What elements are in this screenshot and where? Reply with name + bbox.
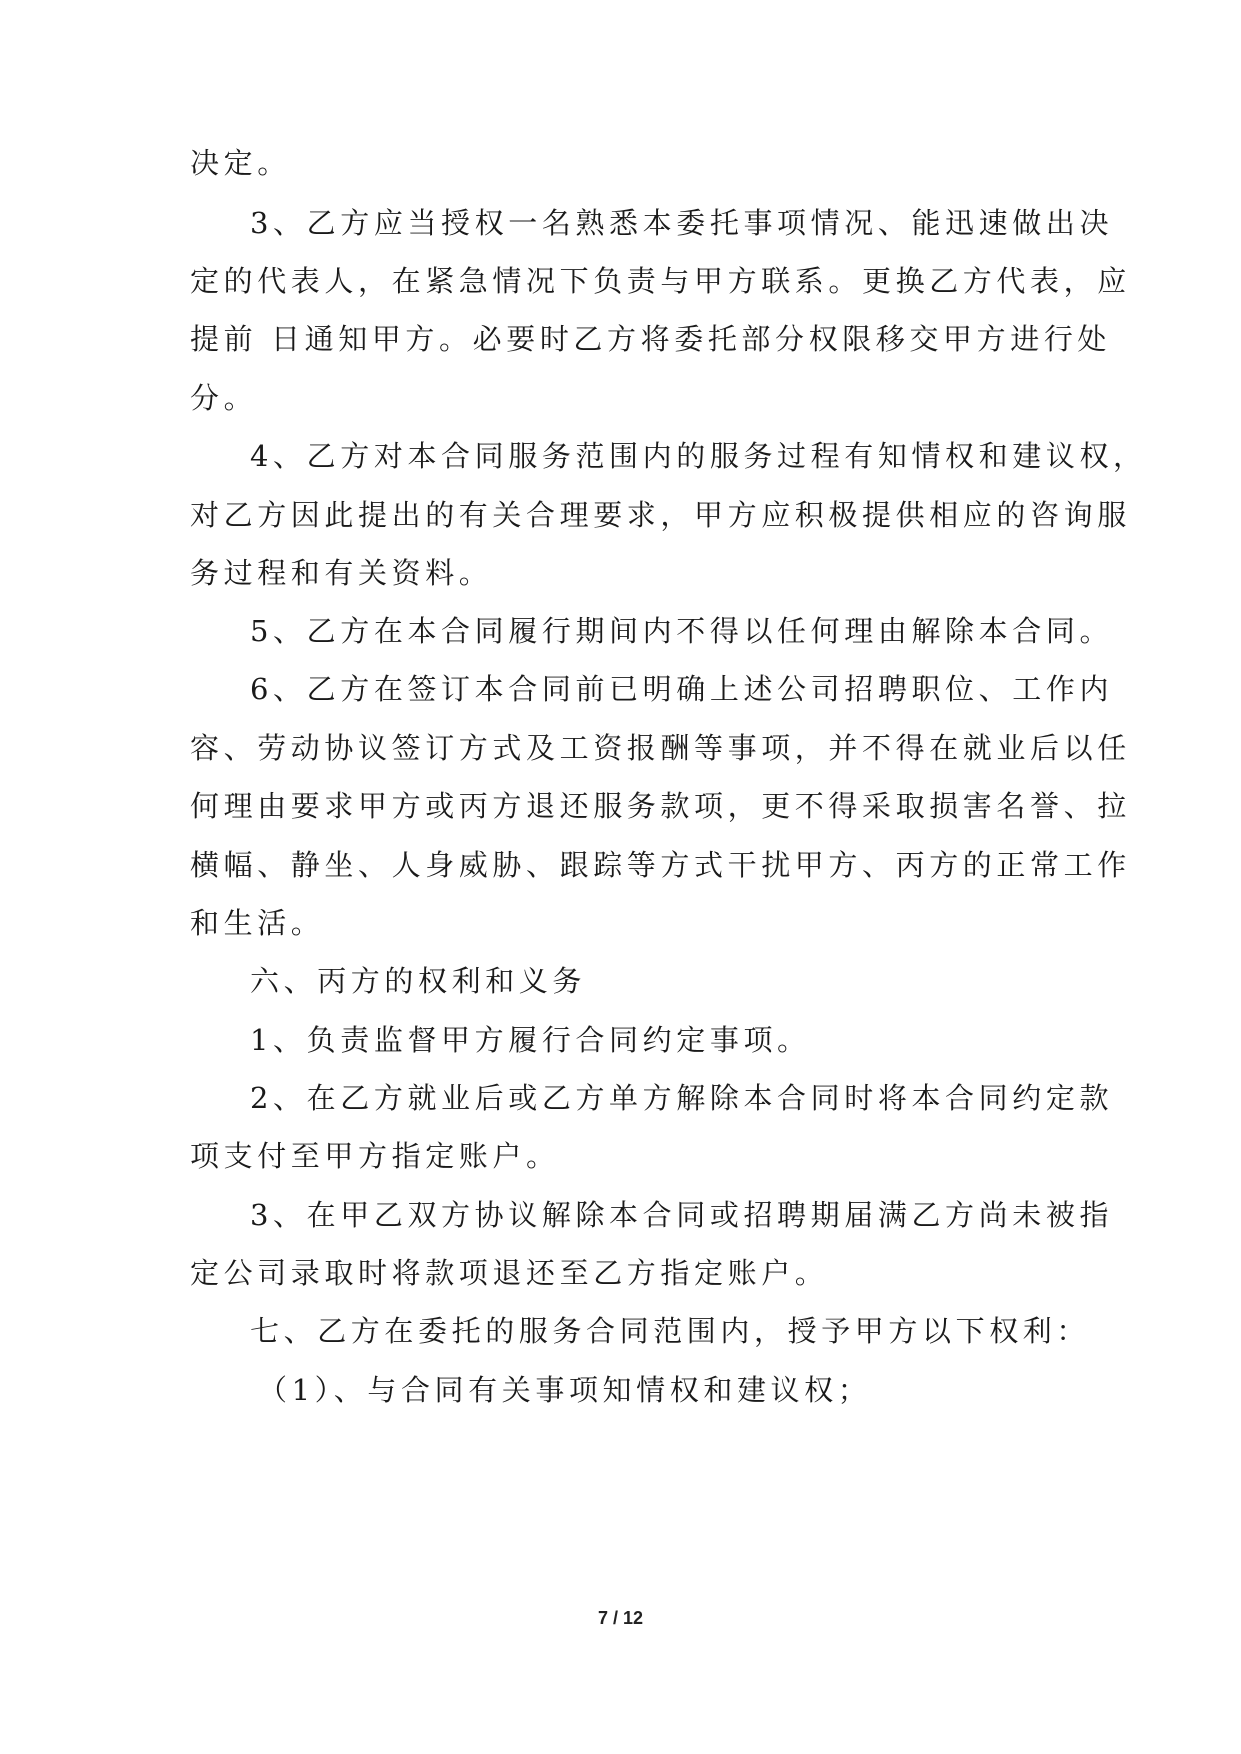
text-line: 项支付至甲方指定账户。	[190, 1139, 560, 1173]
text-line: 对乙方因此提出的有关合理要求，甲方应积极提供相应的咨询服	[190, 498, 1131, 532]
text-line: 定公司录取时将款项退还至乙方指定账户。	[190, 1256, 829, 1290]
text-line: （1）、与合同有关事项知情权和建议权；	[258, 1373, 872, 1407]
text-line: 3、在甲乙双方协议解除本合同或招聘期届满乙方尚未被指	[250, 1198, 1114, 1232]
section-heading: 六、丙方的权利和义务	[250, 964, 587, 998]
text-line: 2、在乙方就业后或乙方单方解除本合同时将本合同约定款	[250, 1081, 1114, 1115]
text-line: 定的代表人，在紧急情况下负责与甲方联系。更换乙方代表，应	[190, 264, 1131, 298]
section-heading: 七、乙方在委托的服务合同范围内，授予甲方以下权利：	[250, 1314, 1091, 1348]
text-line: 务过程和有关资料。	[190, 556, 493, 590]
text-line: 6、乙方在签订本合同前已明确上述公司招聘职位、工作内	[250, 672, 1114, 706]
text-line: 4、乙方对本合同服务范围内的服务过程有知情权和建议权，	[250, 439, 1147, 473]
page-number: 7 / 12	[597, 1608, 644, 1628]
text-line: 和生活。	[190, 906, 325, 940]
text-line: 1、负责监督甲方履行合同约定事项。	[250, 1023, 811, 1057]
text-line: 3、乙方应当授权一名熟悉本委托事项情况、能迅速做出决	[250, 206, 1114, 240]
text-line: 决定。	[190, 146, 291, 180]
text-line: 提前 日通知甲方。必要时乙方将委托部分权限移交甲方进行处	[190, 322, 1112, 356]
text-line: 横幅、静坐、人身威胁、跟踪等方式干扰甲方、丙方的正常工作	[190, 848, 1131, 882]
text-line: 何理由要求甲方或丙方退还服务款项，更不得采取损害名誉、拉	[190, 789, 1131, 823]
text-line: 容、劳动协议签订方式及工资报酬等事项，并不得在就业后以任	[190, 731, 1131, 765]
text-line: 5、乙方在本合同履行期间内不得以任何理由解除本合同。	[250, 614, 1114, 648]
text-line: 分。	[190, 381, 258, 415]
